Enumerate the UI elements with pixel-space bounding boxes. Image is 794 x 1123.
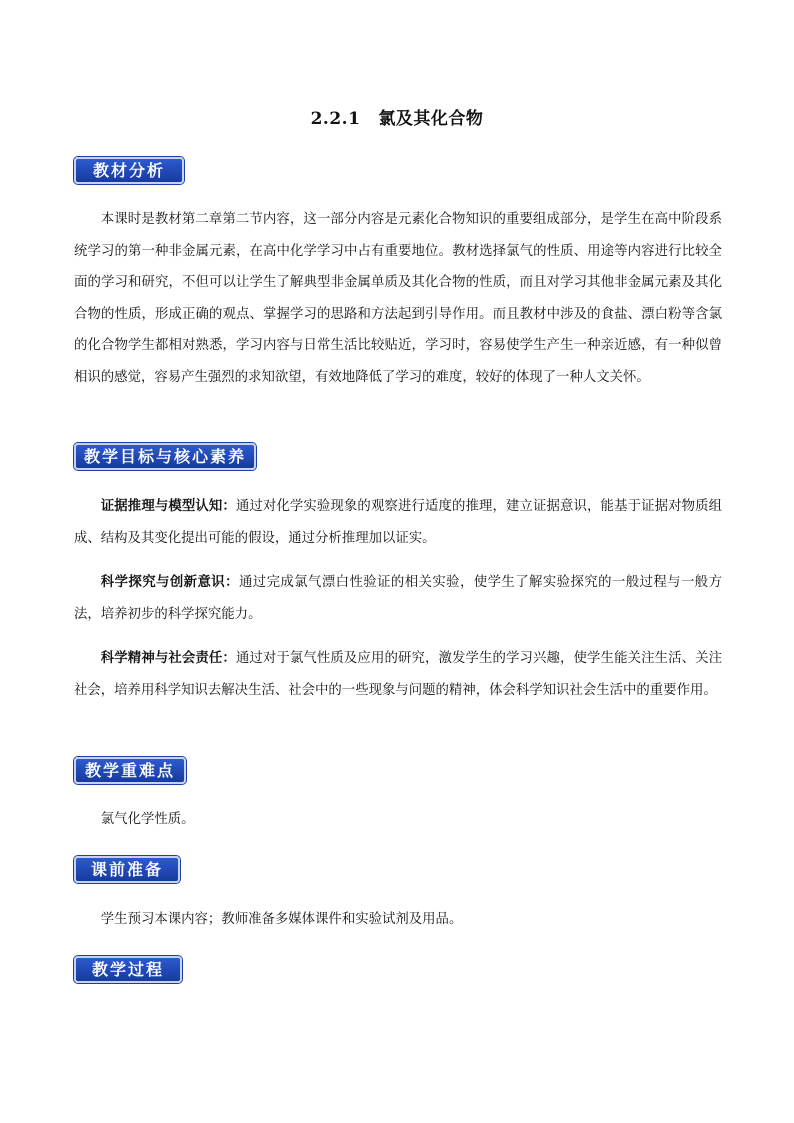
objective-item (74, 643, 722, 706)
preparation-paragraph: 学生预习本课内容；教师准备多媒体课件和实验试剂及用品。 (100, 912, 463, 927)
objective-item (74, 567, 722, 630)
section-number: 2.2.1 (310, 109, 361, 129)
heading-badge-preparation: 课前准备 (74, 856, 180, 883)
objective-text: 通过完成氯气漂白性验证的相关实验，使学生了解实验探究的一般过程与一般方法，培养初步的科学探究能力。 (74, 575, 722, 622)
heading-badge-analysis: 教材分析 (74, 157, 184, 184)
objective-text: 通过对于氯气性质及应用的研究，激发学生的学习兴趣，使学生能关注生活、关注社会，培养用科学知识去解决生活、社会中的一些现象与问题的精神，体会科学知识社会生活中的重要作用。 (74, 651, 723, 698)
page-title (0, 104, 794, 129)
objective-label: 科学探究与创新意识： (100, 575, 239, 590)
objective-label: 证据推理与模型认知： (100, 499, 236, 514)
objective-item (74, 491, 722, 554)
objective-text: 通过对化学实验现象的观察进行适度的推理，建立证据意识，能基于证据对物质组成、结构及其变化提出可能的假设，通过分析推理加以证实。 (74, 499, 723, 546)
heading-badge-objectives: 教学目标与核心素养 (74, 443, 256, 470)
heading-badge-key-points: 教学重难点 (74, 757, 186, 784)
objective-label: 科学精神与社会责任： (100, 651, 236, 666)
heading-badge-process: 教学过程 (74, 956, 182, 983)
analysis-paragraph: 本课时是教材第二章第二节内容，这一部分内容是元素化合物知识的重要组成部分，是学生在高中阶段系统学习的第一种非金属元素，在高中化学学习中占有重要地位。教材选择氯气的性质、用途等内容进行比较全面的学习和研究，不但可以让学生了解典型非金属单质及其化合物的性质，而且对学习其他非金属元素及其化合物的性质，形成正确的观点、掌握学习的思路和方法起到引导作用。而且教材中涉及的食盐、漂白粉等含氯的化合物学生都相对熟悉，学习内容与日常生活比较贴近，学习时，容易使学生产生一种亲近感，有一种似曾相识的感觉，容易产生强烈的求知欲望，有效地降低了学习的难度，较好的体现了一种人文关怀。 (74, 212, 722, 385)
key-points-paragraph: 氯气化学性质。 (100, 812, 195, 827)
section-title: 氯及其化合物 (378, 109, 484, 129)
